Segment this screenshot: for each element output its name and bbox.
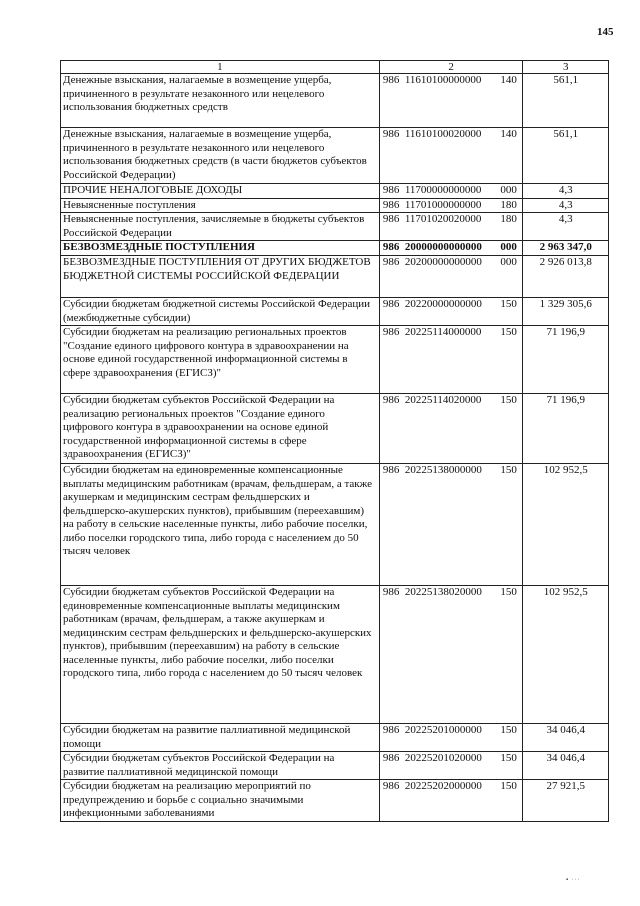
row-budget-code: 20225114000000 [404,326,482,338]
scan-mark: ▪ ··· [566,877,581,883]
row-budget-code: 20000000000000 [404,241,482,253]
row-budget-code: 20225138000000 [404,464,482,476]
row-kosgu-code: 150 [500,326,517,338]
row-budget-code: 11610100020000 [404,128,482,140]
row-amount: 2 963 347,0 [523,241,609,256]
budget-table [60,60,609,822]
row-kosgu-code: 150 [500,464,517,476]
row-name: Субсидии бюджетам бюджетной системы Российской Федерации (межбюджетные субсидии) [61,298,380,326]
row-name: Субсидии бюджетам на реализацию региональных проектов "Создание единого цифрового контура в здравоохранении на основе единой государственной информационной системы в сфере здравоохранения (ЕГИСЗ)" [61,326,380,394]
row-code-cell [379,394,523,464]
row-code-cell [379,213,523,241]
row-name: Денежные взыскания, налагаемые в возмещение ущерба, причиненного в результате незаконного или нецелевого использования бюджетных средств (в части бюджетов субъектов Российской Федерации) [61,128,380,184]
row-code-cell [379,74,523,128]
row-admin-code: 986 [382,326,400,338]
row-budget-code: 20225201000000 [404,724,482,736]
row-code-cell [379,198,523,213]
row-kosgu-code: 150 [500,780,517,792]
row-admin-code: 986 [382,198,400,211]
table-row [61,586,609,724]
row-budget-code: 20220000000000 [404,298,482,310]
table-row [61,128,609,184]
table-row [61,298,609,326]
table-row [61,198,609,213]
row-budget-code: 20225201020000 [404,752,482,764]
row-name: Субсидии бюджетам субъектов Российской Федерации на единовременные компенсационные выплаты медицинским работникам (врачам, фельдшерам, а также акушеркам и медицинским сестрам фельдшерских и фельдшерско-акушерских пунктов), прибывшим (переехавшим) на работу в сельские населенные пункты, либо рабочие поселки, либо поселки городского типа, либо города с населением до 50 тысяч человек [61,586,380,724]
row-admin-code: 986 [382,780,400,792]
table-row [61,241,609,256]
table-row [61,184,609,199]
table-row [61,74,609,128]
row-admin-code: 986 [382,213,400,225]
row-budget-code: 11701000000000 [404,198,482,211]
row-name: ПРОЧИЕ НЕНАЛОГОВЫЕ ДОХОДЫ [61,184,380,199]
row-budget-code: 11701020020000 [404,213,482,225]
row-amount: 71 196,9 [523,326,609,394]
row-name: БЕЗВОЗМЕЗДНЫЕ ПОСТУПЛЕНИЯ [61,241,380,256]
row-admin-code: 986 [382,298,400,310]
row-admin-code: 986 [382,74,400,86]
row-amount: 4,3 [523,213,609,241]
table-header-row [61,61,609,74]
row-budget-code: 20225114020000 [404,394,482,406]
row-admin-code: 986 [382,256,400,268]
row-name: Субсидии бюджетам субъектов Российской Федерации на реализацию региональных проектов "Создание единого цифрового контура в здравоохранении на основе единой государственной информационной системы в сфере здравоохранения (ЕГИСЗ)" [61,394,380,464]
row-kosgu-code: 140 [500,74,517,86]
table-row [61,780,609,822]
row-code-cell [379,128,523,184]
row-admin-code: 986 [382,752,400,764]
row-amount: 561,1 [523,74,609,128]
row-admin-code: 986 [382,241,400,253]
table-row [61,724,609,752]
row-code-cell [379,752,523,780]
row-kosgu-code: 150 [500,394,517,406]
row-kosgu-code: 150 [500,752,517,764]
row-amount: 102 952,5 [523,464,609,586]
row-name: Невыясненные поступления, зачисляемые в бюджеты субъектов Российской Федерации [61,213,380,241]
row-admin-code: 986 [382,586,400,598]
row-code-cell [379,586,523,724]
row-amount: 4,3 [523,198,609,213]
row-amount: 1 329 305,6 [523,298,609,326]
row-amount: 102 952,5 [523,586,609,724]
row-amount: 561,1 [523,128,609,184]
row-name: Денежные взыскания, налагаемые в возмещение ущерба, причиненного в результате незаконного или нецелевого использования бюджетных средств [61,74,380,128]
row-kosgu-code: 000 [500,241,517,253]
row-kosgu-code: 180 [500,198,517,211]
header-col-3: 3 [523,61,609,74]
row-name: Субсидии бюджетам на реализацию мероприятий по предупреждению и борьбе с социально значимыми инфекционными заболеваниями [61,780,380,822]
row-name: Невыясненные поступления [61,198,380,213]
row-amount: 34 046,4 [523,752,609,780]
row-budget-code: 11610100000000 [404,74,482,86]
row-kosgu-code: 180 [500,213,517,225]
header-col-1: 1 [61,61,380,74]
row-amount: 4,3 [523,184,609,199]
row-amount: 34 046,4 [523,724,609,752]
header-col-2: 2 [379,61,523,74]
table-row [61,326,609,394]
row-name: Субсидии бюджетам субъектов Российской Федерации на развитие паллиативной медицинской помощи [61,752,380,780]
table-row [61,464,609,586]
page-number: 145 [597,26,614,38]
row-kosgu-code: 150 [500,586,517,598]
row-budget-code: 20225138020000 [404,586,482,598]
row-admin-code: 986 [382,394,400,406]
table-row [61,394,609,464]
row-name: Субсидии бюджетам на развитие паллиативной медицинской помощи [61,724,380,752]
table-row [61,256,609,298]
table-row [61,213,609,241]
row-code-cell [379,184,523,199]
row-code-cell [379,464,523,586]
row-admin-code: 986 [382,464,400,476]
row-budget-code: 20225202000000 [404,780,482,792]
row-kosgu-code: 000 [500,256,517,268]
row-code-cell [379,724,523,752]
row-code-cell [379,298,523,326]
row-kosgu-code: 140 [500,128,517,140]
row-admin-code: 986 [382,724,400,736]
row-amount: 2 926 013,8 [523,256,609,298]
row-code-cell [379,241,523,256]
row-admin-code: 986 [382,184,400,196]
row-kosgu-code: 150 [500,298,517,310]
row-amount: 71 196,9 [523,394,609,464]
row-code-cell [379,780,523,822]
row-amount: 27 921,5 [523,780,609,822]
row-name: БЕЗВОЗМЕЗДНЫЕ ПОСТУПЛЕНИЯ ОТ ДРУГИХ БЮДЖЕТОВ БЮДЖЕТНОЙ СИСТЕМЫ РОССИЙСКОЙ ФЕДЕРАЦИИ [61,256,380,298]
row-code-cell [379,256,523,298]
row-name: Субсидии бюджетам на единовременные компенсационные выплаты медицинским работникам (врачам, фельдшерам, а также акушеркам и медицинским сестрам фельдшерских и фельдшерско-акушерских пунктов), прибывшим (переехавшим) на работу в сельские населенные пункты, либо рабочие поселки, либо поселки городского типа, либо города с населением до 50 тысяч человек [61,464,380,586]
row-budget-code: 20200000000000 [404,256,482,268]
row-budget-code: 11700000000000 [404,184,482,196]
row-kosgu-code: 000 [500,184,517,196]
table-row [61,752,609,780]
row-admin-code: 986 [382,128,400,140]
row-code-cell [379,326,523,394]
row-kosgu-code: 150 [500,724,517,736]
